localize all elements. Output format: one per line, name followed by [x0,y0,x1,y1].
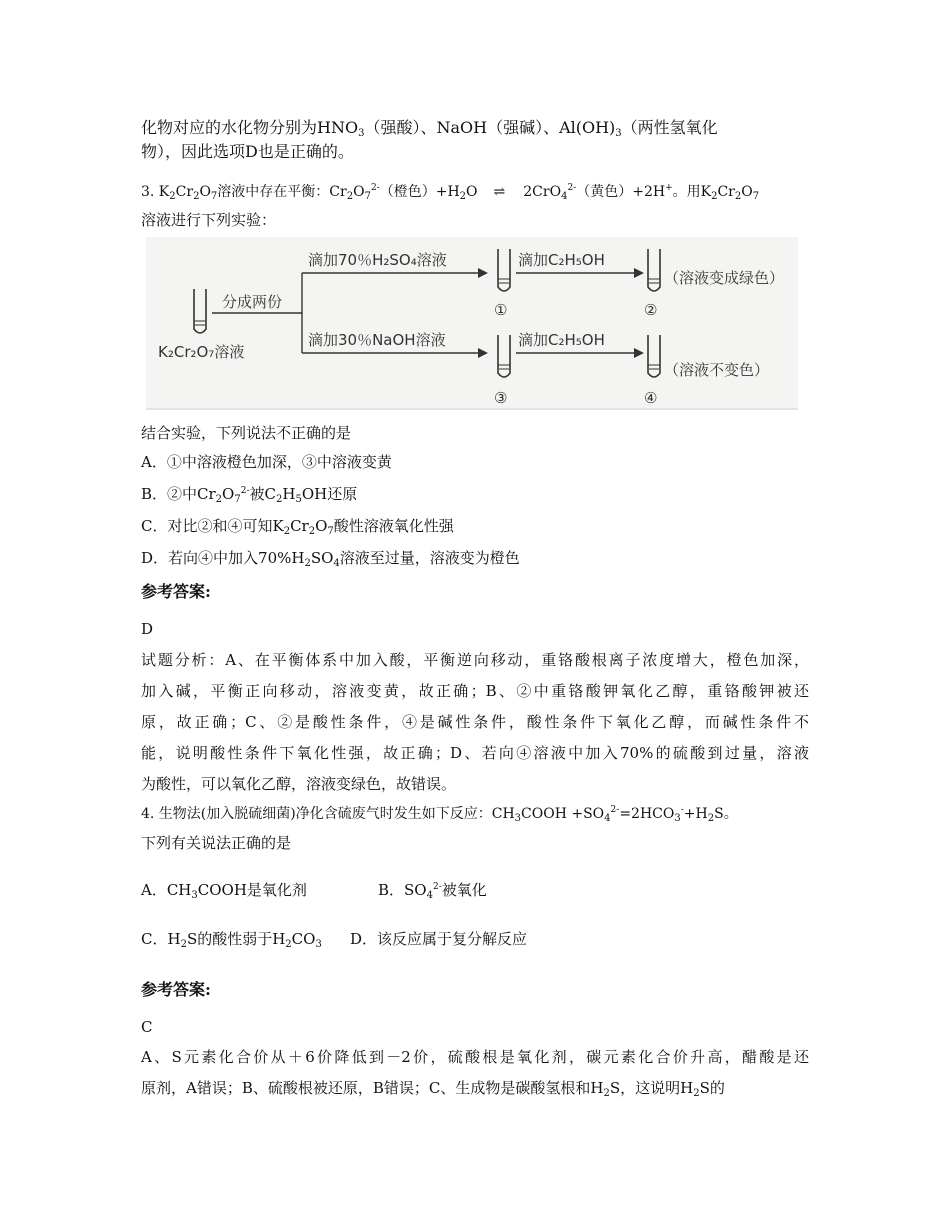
split-label: 分成两份 [222,293,283,311]
para1-line1: 化物对应的水化物分别为$HNO_3$（强酸）、NaOH（强碱）、$Al(OH)_3$（两性氢氧化 [141,118,718,139]
q3-answer: D [141,620,154,638]
q3-stem-line1: 3. $K_2Cr_2O_7$溶液中存在平衡：$Cr_2O_7^{2-}$（橙色）$+H_2O$ ⇌ 2CrO$_4^{2-}$（黄色）+2H+。用$K_2Cr_2O_7$ [141,183,760,202]
top-reagent-label: 滴加70％H₂SO₄溶液 [308,251,447,269]
experiment-diagram [146,237,798,410]
tube-2-label: ② [644,301,658,319]
q3-answer-heading: 参考答案: [141,582,211,601]
q4-analysis-line-2: 原剂，A错误；B、硫酸根被还原，B错误；C、生成物是碳酸氢根和$H_2S$，这说明$H_2S$的 [141,1079,725,1099]
start-label: K₂Cr₂O₇溶液 [158,343,245,361]
bottom-reagent-label: 滴加30％NaOH溶液 [308,331,446,349]
tube-4-label: ④ [644,389,658,407]
tube-1-label: ① [494,301,508,319]
q4-option-a: A．$CH_3COOH$是氧化剂 [141,881,307,901]
q4-stem-line2: 下列有关说法正确的是 [141,834,292,852]
q3-analysis-line-2: 加入碱，平衡正向移动，溶液变黄，故正确；B、②中重铬酸钾氧化乙醇，重铬酸钾被还 [141,682,809,700]
q4-analysis-line-1: A、S元素化合价从＋6价降低到－2价，硫酸根是氧化剂，碳元素化合价升高，醋酸是还 [141,1048,809,1066]
q4-option-b: B．$SO_4^{2-}$被氧化 [378,881,487,901]
tube-3-label: ③ [494,389,508,407]
para1-line2: 物），因此选项D也是正确的。 [141,142,354,161]
q4-stem-line1: 4. 生物法(加入脱硫细菌)净化含硫废气时发生如下反应：$CH_3COOH +SO_4^{2-}=2HCO_3^-+H_2S$。 [141,805,738,824]
result-top-label: （溶液变成绿色） [664,269,785,287]
q3-prompt: 结合实验，下列说法不正确的是 [141,424,352,442]
q3-option-a: A．①中溶液橙色加深，③中溶液变黄 [141,453,392,471]
q4-answer: C [141,1018,153,1036]
q4-answer-heading: 参考答案: [141,980,211,999]
q3-option-b: B．②中$Cr_2O_7^{2-}$被$C_2H_5OH$还原 [141,485,358,505]
equilibrium-arrow-icon: ⇌ [493,184,506,200]
q3-option-c: C．对比②和④可知$K_2Cr_2O_7$酸性溶液氧化性强 [141,517,454,537]
ethanol-top-label: 滴加C₂H₅OH [518,251,605,269]
result-bottom-label: （溶液不变色） [664,361,770,379]
diagram-background [146,237,798,410]
q3-analysis-line-5: 为酸性，可以氧化乙醇，溶液变绿色，故错误。 [141,775,457,793]
q3-analysis-line-1: 试题分析：A、在平衡体系中加入酸，平衡逆向移动，重铬酸根离子浓度增大，橙色加深， [141,651,809,669]
q4-option-c: C．$H_2S$的酸性弱于$H_2CO_3$ [141,930,322,950]
q3-analysis-line-4: 能，说明酸性条件下氧化性强，故正确；D、若向④溶液中加入70%的硫酸到过量，溶液 [141,744,809,762]
q4-option-d: D．该反应属于复分解反应 [350,930,528,948]
q3-stem-line2: 溶液进行下列实验： [141,211,277,229]
q3-analysis-line-3: 原，故正确；C、②是酸性条件，④是碱性条件，酸性条件下氧化乙醇，而碱性条件不 [141,713,809,731]
q3-option-d: D．若向④中加入$70\%H_2SO_4$溶液至过量，溶液变为橙色 [141,549,520,569]
ethanol-bottom-label: 滴加C₂H₅OH [518,331,605,349]
